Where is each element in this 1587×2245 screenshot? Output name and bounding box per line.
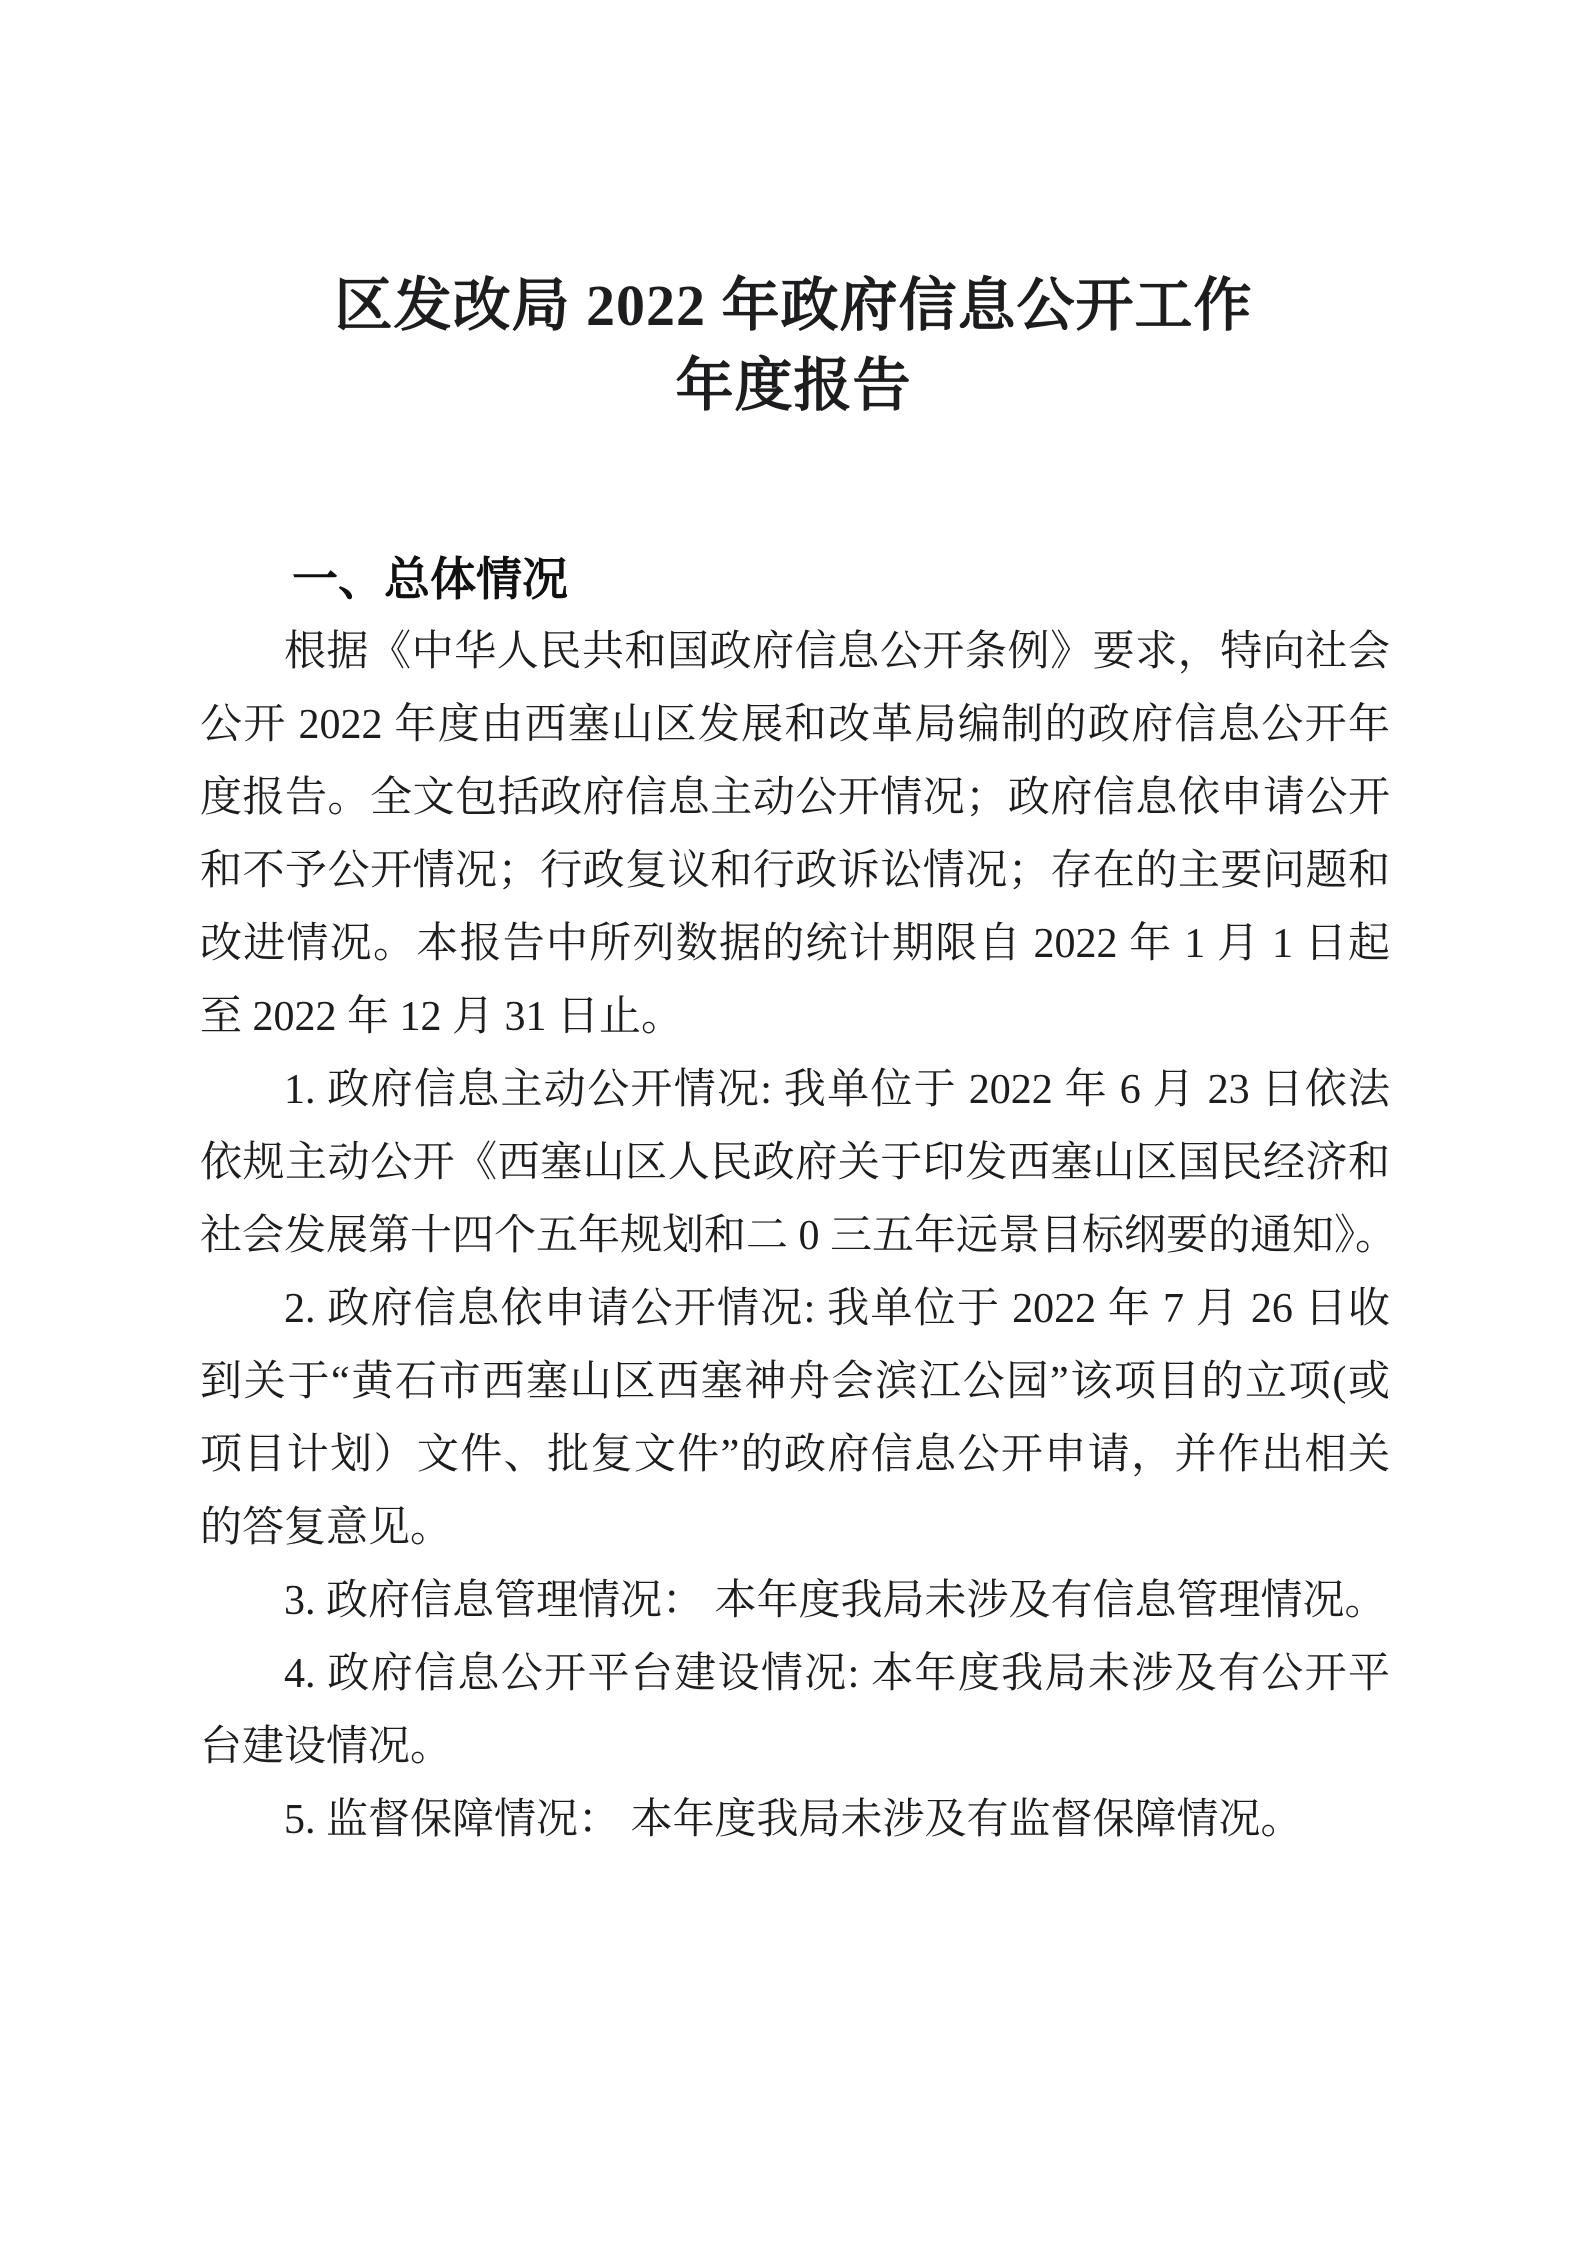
text-line: 5. 监督保障情况： 本年度我局未涉及有监督保障情况。: [284, 1797, 1303, 1843]
paragraph-item-4: [200, 1638, 1390, 1784]
text-line: 项目计划）文件、批复文件”的政府信息公开申请，并作出相关: [200, 1432, 1390, 1478]
text-line: 2. 政府信息依申请公开情况: 我单位于 2022 年 7 月 26 日收: [284, 1286, 1390, 1332]
text-line: 到关于“黄石市西塞山区西塞神舟会滨江公园”该项目的立项(或: [200, 1359, 1390, 1405]
text-line: 改进情况。本报告中所列数据的统计期限自 2022 年 1 月 1 日起: [200, 921, 1390, 967]
text-line: 和不予公开情况；行政复议和行政诉讼情况；存在的主要问题和: [200, 848, 1390, 894]
title-line-1: 区发改局 2022 年政府信息公开工作: [334, 273, 1253, 338]
paragraph-item-5: [200, 1784, 1390, 1857]
text-line: 根据《中华人民共和国政府信息公开条例》要求，特向社会: [284, 629, 1390, 675]
text-line: 至 2022 年 12 月 31 日止。: [200, 994, 684, 1040]
paragraph-item-2: [200, 1273, 1390, 1565]
section-heading: 一、总体情况: [292, 553, 568, 605]
text-line: 4. 政府信息公开平台建设情况: 本年度我局未涉及有公开平: [284, 1651, 1390, 1697]
paragraph-overview: [200, 616, 1390, 1054]
document-title: [0, 266, 1587, 426]
title-line-2: 年度报告: [675, 353, 912, 418]
text-line: 3. 政府信息管理情况： 本年度我局未涉及有信息管理情况。: [284, 1578, 1387, 1624]
text-line: 1. 政府信息主动公开情况: 我单位于 2022 年 6 月 23 日依法: [284, 1067, 1390, 1113]
paragraph-item-3: [200, 1565, 1390, 1638]
text-line: 台建设情况。: [200, 1724, 453, 1770]
text-line: 公开 2022 年度由西塞山区发展和改革局编制的政府信息公开年: [200, 702, 1390, 748]
text-line: 的答复意见。: [200, 1505, 453, 1551]
text-line: 依规主动公开《西塞山区人民政府关于印发西塞山区国民经济和: [200, 1140, 1390, 1186]
text-line: 社会发展第十四个五年规划和二 0 三五年远景目标纲要的通知》。: [200, 1213, 1398, 1259]
text-line: 度报告。全文包括政府信息主动公开情况；政府信息依申请公开: [200, 775, 1390, 821]
document-body: [200, 543, 1398, 1857]
paragraph-item-1: [200, 1054, 1398, 1273]
